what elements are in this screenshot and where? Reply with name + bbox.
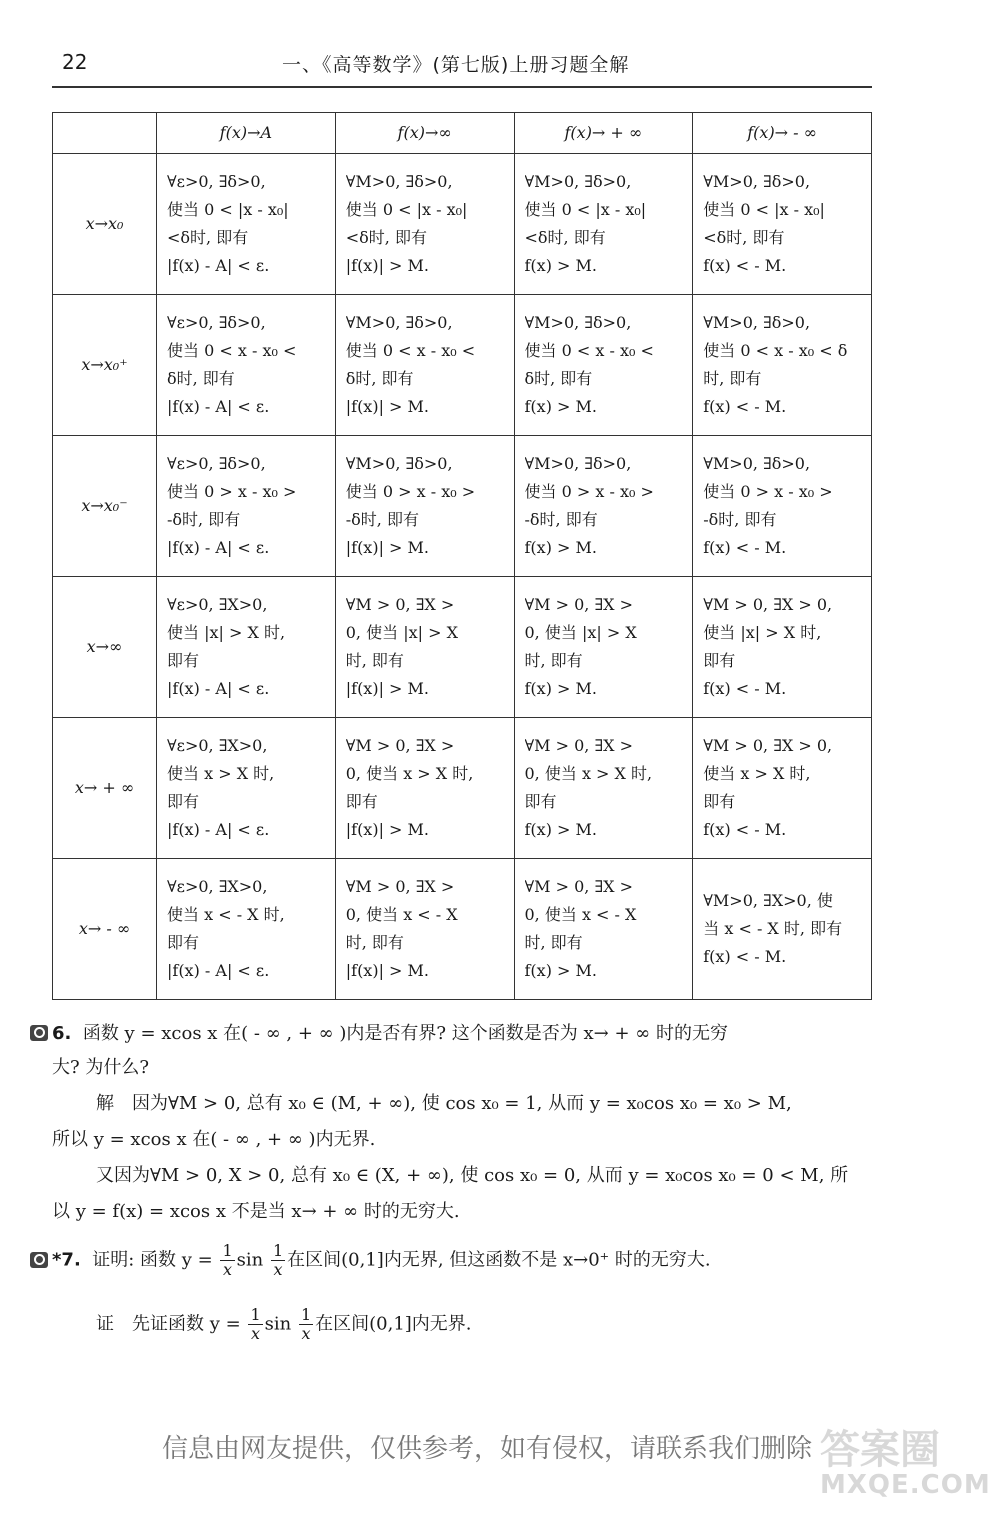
cell-line: 使当 0 < x - x₀ <: [345, 341, 476, 360]
cell-line: ∀M > 0, ∃X >: [524, 736, 634, 755]
cell-line: ∀M>0, ∃X>0, 使: [703, 891, 833, 910]
cell-line: |f(x)| > M.: [345, 397, 430, 416]
row-header: x→x₀⁻: [53, 436, 157, 577]
cell-line: ∀M > 0, ∃X >: [345, 736, 455, 755]
cell-line: δ时, 即有: [345, 369, 414, 388]
fraction-denominator: x: [251, 1324, 261, 1343]
problem-number: 6.: [52, 1023, 72, 1044]
cell-line: 使当 0 < |x - x₀|: [345, 200, 468, 219]
cell-line: f(x) > M.: [524, 961, 597, 980]
cell-line: 0, 使当 x > X 时,: [345, 764, 474, 783]
cell-line: 即有: [345, 792, 378, 811]
cell-line: 0, 使当 x < - X: [345, 905, 458, 924]
cell-line: ∀ε>0, ∃X>0,: [167, 736, 268, 755]
site-watermark: [820, 1418, 991, 1508]
table-cell: [514, 154, 693, 295]
row-header: x→ - ∞: [53, 859, 157, 1000]
cell-line: ∀M > 0, ∃X >: [345, 595, 455, 614]
cell-line: 0, 使当 |x| > X: [345, 623, 458, 642]
cell-line: 时, 即有: [345, 651, 404, 670]
cell-line: f(x) > M.: [524, 256, 597, 275]
table-row: [53, 859, 872, 1000]
table-row: [53, 718, 872, 859]
fraction-denominator: x: [223, 1260, 233, 1279]
watermark-domain: MXQE.COM: [820, 1470, 991, 1500]
cell-line: f(x) > M.: [524, 538, 597, 557]
column-header: f(x)→ + ∞: [514, 113, 693, 154]
cell-line: 当 x < - X 时, 即有: [703, 919, 843, 938]
fraction-numerator: 1: [222, 1241, 233, 1260]
cell-line: -δ时, 即有: [167, 510, 241, 529]
table-cell: [335, 577, 514, 718]
cell-line: 0, 使当 x > X 时,: [524, 764, 653, 783]
cell-line: f(x) < - M.: [703, 947, 787, 966]
table-cell: [514, 859, 693, 1000]
cell-line: 使当 0 < |x - x₀|: [524, 200, 647, 219]
cell-line: f(x) < - M.: [703, 538, 787, 557]
table-cell: [157, 718, 336, 859]
page-header: [52, 46, 872, 88]
table-cell: [693, 718, 872, 859]
problem-7-question: [30, 1242, 711, 1279]
cell-line: -δ时, 即有: [345, 510, 419, 529]
cell-line: f(x) < - M.: [703, 820, 787, 839]
cell-line: 使当 0 > x - x₀ >: [167, 482, 297, 501]
cell-line: |f(x) - A| < ε.: [167, 679, 270, 698]
cell-line: ∀M > 0, ∃X >: [524, 877, 634, 896]
cell-line: ∀ε>0, ∃X>0,: [167, 595, 268, 614]
proof-text: sin: [264, 1313, 292, 1335]
fraction: [299, 1306, 313, 1343]
table-cell: [335, 859, 514, 1000]
fraction-denominator: x: [301, 1324, 311, 1343]
cell-line: 使当 x < - X 时,: [167, 905, 285, 924]
cell-line: |f(x)| > M.: [345, 820, 430, 839]
problem-text: 在区间(0,1]内无界, 但这函数不是 x→0⁺ 时的无穷大.: [287, 1249, 711, 1271]
proof-text: 证 先证函数 y =: [96, 1313, 241, 1335]
problem-text: 证明: 函数 y =: [92, 1249, 213, 1271]
cell-line: f(x) > M.: [524, 679, 597, 698]
cell-line: ∀ε>0, ∃δ>0,: [167, 454, 266, 473]
cell-line: 使当 x > X 时,: [167, 764, 275, 783]
cell-line: |f(x) - A| < ε.: [167, 397, 270, 416]
cell-line: |f(x) - A| < ε.: [167, 961, 270, 980]
cell-line: 使当 0 < x - x₀ <: [167, 341, 297, 360]
cell-line: 使当 0 > x - x₀ >: [524, 482, 654, 501]
row-header: x→ + ∞: [53, 718, 157, 859]
table-cell: [157, 154, 336, 295]
cell-line: 即有: [703, 651, 736, 670]
fraction-numerator: 1: [250, 1305, 261, 1324]
cell-line: ∀M > 0, ∃X >: [524, 595, 634, 614]
cell-line: f(x) > M.: [524, 820, 597, 839]
cell-line: 时, 即有: [703, 369, 762, 388]
cell-line: 即有: [524, 792, 557, 811]
column-header: f(x)→ - ∞: [693, 113, 872, 154]
table-cell: [335, 436, 514, 577]
table-cell: [514, 295, 693, 436]
cell-line: ∀M>0, ∃δ>0,: [524, 313, 632, 332]
solution-line: 解 因为∀M > 0, 总有 x₀ ∈ (M, + ∞), 使 cos x₀ = 1, 从而 y = x₀cos x₀ = x₀ > M,: [96, 1093, 792, 1114]
cell-line: 即有: [167, 651, 200, 670]
cell-line: ∀M > 0, ∃X >: [345, 877, 455, 896]
cell-line: ∀ε>0, ∃δ>0,: [167, 172, 266, 191]
cell-line: |f(x)| > M.: [345, 961, 430, 980]
fraction: [271, 1242, 285, 1279]
cell-line: 时, 即有: [345, 933, 404, 952]
cell-line: 使当 x > X 时,: [703, 764, 811, 783]
table-cell: [157, 436, 336, 577]
table-cell: [693, 577, 872, 718]
table-cell: [157, 295, 336, 436]
cell-line: f(x) < - M.: [703, 256, 787, 275]
cell-line: ∀M>0, ∃δ>0,: [524, 172, 632, 191]
cell-line: |f(x)| > M.: [345, 256, 430, 275]
table-cell: [335, 154, 514, 295]
problem-text: 函数 y = xcos x 在( - ∞ , + ∞ )内是否有界? 这个函数是否为 x→ + ∞ 时的无穷: [82, 1023, 728, 1044]
cell-line: -δ时, 即有: [703, 510, 777, 529]
cell-line: 使当 0 > x - x₀ >: [703, 482, 833, 501]
cell-line: ∀M>0, ∃δ>0,: [345, 454, 453, 473]
solution-line: 所以 y = xcos x 在( - ∞ , + ∞ )内无界.: [52, 1129, 376, 1150]
cell-line: <δ时, 即有: [167, 228, 249, 247]
table-cell: [693, 295, 872, 436]
cell-line: 使当 0 < x - x₀ < δ: [703, 341, 848, 360]
cell-line: f(x) < - M.: [703, 397, 787, 416]
problem-6-question-line2: 大? 为什么?: [52, 1057, 150, 1078]
cell-line: ∀M>0, ∃δ>0,: [703, 172, 811, 191]
cell-line: ∀M>0, ∃δ>0,: [703, 313, 811, 332]
page-number: 22: [62, 50, 88, 74]
table-header-row: [53, 113, 872, 154]
cell-line: 使当 |x| > X 时,: [167, 623, 286, 642]
fraction: [220, 1242, 234, 1279]
cell-line: 使当 0 < x - x₀ <: [524, 341, 654, 360]
cell-line: ∀M > 0, ∃X > 0,: [703, 595, 833, 614]
cell-line: ∀M>0, ∃δ>0,: [345, 172, 453, 191]
cell-line: δ时, 即有: [167, 369, 235, 388]
fraction-numerator: 1: [272, 1241, 284, 1260]
cell-line: |f(x)| > M.: [345, 538, 430, 557]
table-row: [53, 295, 872, 436]
cell-line: 使当 0 > x - x₀ >: [345, 482, 476, 501]
cell-line: |f(x) - A| < ε.: [167, 538, 270, 557]
table-row: [53, 436, 872, 577]
problem-6-question-line1: [30, 1020, 728, 1048]
table-cell: [514, 577, 693, 718]
magnifier-icon: [30, 1025, 48, 1041]
table-cell: [693, 154, 872, 295]
cell-line: 时, 即有: [524, 651, 583, 670]
proof-text: 在区间(0,1]内无界.: [315, 1313, 472, 1335]
cell-line: ∀ε>0, ∃X>0,: [167, 877, 268, 896]
table-cell: [693, 859, 872, 1000]
cell-line: δ时, 即有: [524, 369, 593, 388]
row-header: x→∞: [53, 577, 157, 718]
cell-line: |f(x) - A| < ε.: [167, 820, 270, 839]
cell-line: |f(x) - A| < ε.: [167, 256, 270, 275]
running-title: 一、《高等数学》(第七版)上册习题全解: [282, 54, 630, 76]
row-header: x→x₀⁺: [53, 295, 157, 436]
cell-line: ∀M>0, ∃δ>0,: [524, 454, 632, 473]
fraction-denominator: x: [273, 1260, 283, 1279]
table-cell: [335, 295, 514, 436]
cell-line: 0, 使当 |x| > X: [524, 623, 637, 642]
cell-line: 0, 使当 x < - X: [524, 905, 637, 924]
table-row: [53, 154, 872, 295]
column-header: f(x)→∞: [335, 113, 514, 154]
table-cell: [693, 436, 872, 577]
solution-line: 又因为∀M > 0, X > 0, 总有 x₀ ∈ (X, + ∞), 使 cos x₀ = 0, 从而 y = x₀cos x₀ = 0 < M, 所: [96, 1165, 849, 1186]
solution-line: 以 y = f(x) = xcos x 不是当 x→ + ∞ 时的无穷大.: [52, 1201, 460, 1222]
problem-number: *7.: [52, 1249, 81, 1271]
table-corner-cell: [53, 113, 157, 154]
cell-line: <δ时, 即有: [524, 228, 606, 247]
cell-line: 使当 0 < |x - x₀|: [703, 200, 825, 219]
problem-text: sin: [236, 1249, 264, 1271]
cell-line: f(x) < - M.: [703, 679, 787, 698]
cell-line: 时, 即有: [524, 933, 583, 952]
problem-7-proof: [96, 1306, 472, 1343]
cell-line: ∀ε>0, ∃δ>0,: [167, 313, 266, 332]
limits-definition-table: [52, 112, 872, 1000]
table-cell: [157, 577, 336, 718]
cell-line: <δ时, 即有: [345, 228, 427, 247]
table-cell: [335, 718, 514, 859]
table-cell: [514, 436, 693, 577]
cell-line: f(x) > M.: [524, 397, 597, 416]
cell-line: 使当 0 < |x - x₀|: [167, 200, 289, 219]
table-cell: [514, 718, 693, 859]
table-row: [53, 577, 872, 718]
cell-line: 即有: [167, 792, 200, 811]
row-header: x→x₀: [53, 154, 157, 295]
table-cell: [157, 859, 336, 1000]
watermark-logo-text: 答案圈: [820, 1427, 940, 1473]
magnifier-icon: [30, 1252, 48, 1268]
cell-line: |f(x)| > M.: [345, 679, 430, 698]
cell-line: <δ时, 即有: [703, 228, 785, 247]
cell-line: ∀M>0, ∃δ>0,: [703, 454, 811, 473]
cell-line: -δ时, 即有: [524, 510, 598, 529]
cell-line: 即有: [167, 933, 200, 952]
fraction: [248, 1306, 262, 1343]
cell-line: ∀M > 0, ∃X > 0,: [703, 736, 833, 755]
fraction-numerator: 1: [300, 1305, 312, 1324]
column-header: f(x)→A: [157, 113, 336, 154]
cell-line: ∀M>0, ∃δ>0,: [345, 313, 453, 332]
disclaimer-text: 信息由网友提供，仅供参考，如有侵权，请联系我们删除: [162, 1434, 813, 1464]
cell-line: 使当 |x| > X 时,: [703, 623, 822, 642]
cell-line: 即有: [703, 792, 736, 811]
